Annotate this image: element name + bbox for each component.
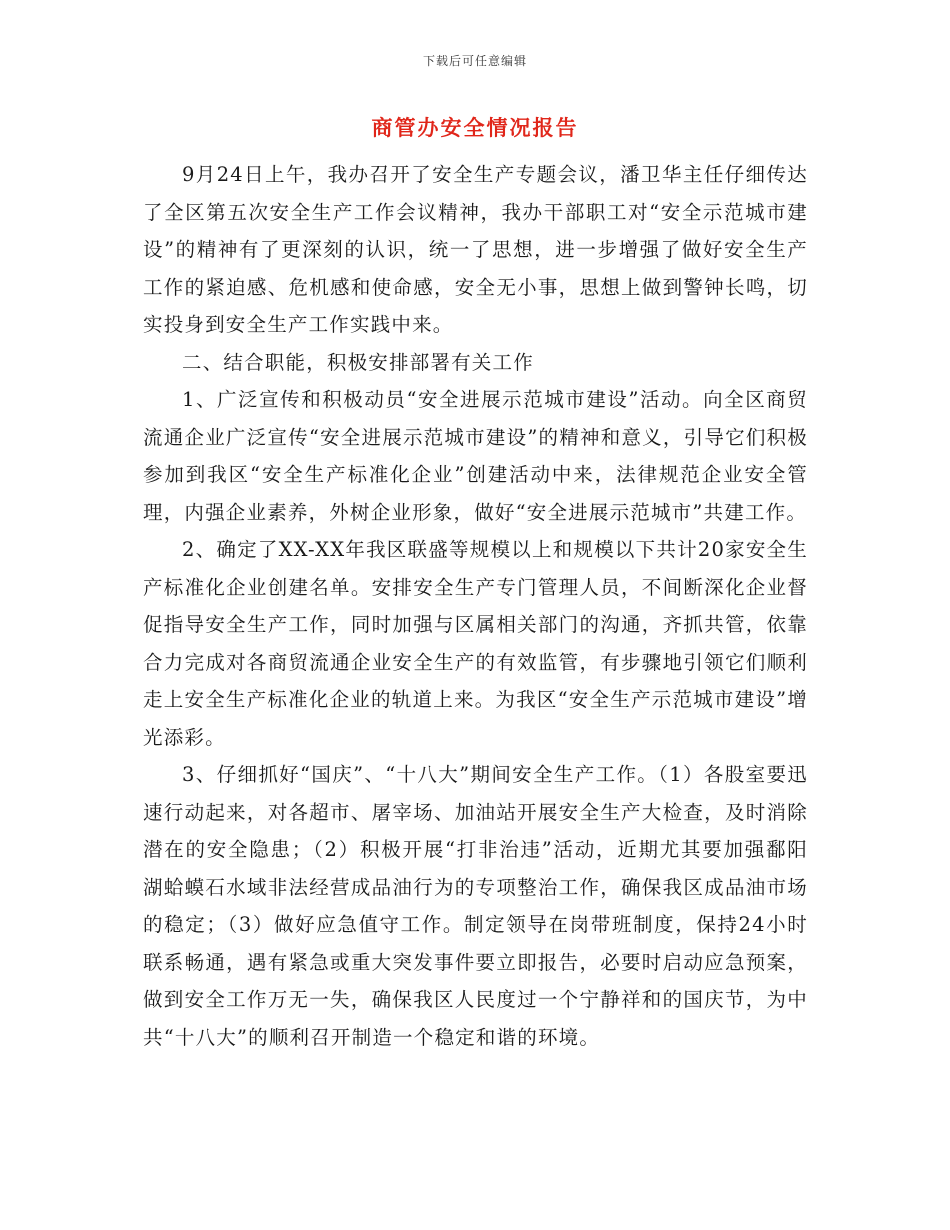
paragraph-item-2: 2、确定了XX-XX年我区联盛等规模以上和规模以下共计20家安全生产标准化企业创建名单。安排安全生产专门管理人员，不间断深化企业督促指导安全生产工作，同时加强与区属相关部门的沟通，齐抓共管，依靠合力完成对各商贸流通企业安全生产的有效监管，有步骤地引领它们顺利走上安全生产标准化企业的轨道上来。为我区“安全生产示范城市建设”增光添彩。 bbox=[143, 538, 808, 749]
section-heading-two: 二、结合职能，积极安排部署有关工作 bbox=[182, 350, 534, 374]
report-body bbox=[143, 156, 808, 1056]
paragraph-item-1: 1、广泛宣传和积极动员“安全进展示范城市建设”活动。向全区商贸流通企业广泛宣传“安全进展示范城市建设”的精神和意义，引导它们积极参加到我区“安全生产标准化企业”创建活动中来，法律规范企业安全管理，内强企业素养，外树企业形象，做好“安全进展示范城市”共建工作。 bbox=[143, 388, 808, 524]
paragraph-meeting: 9月24日上午，我办召开了安全生产专题会议，潘卫华主任仔细传达了全区第五次安全生产工作会议精神，我办干部职工对“安全示范城市建设”的精神有了更深刻的认识，统一了思想，进一步增强了做好安全生产工作的紧迫感、危机感和使命感，安全无小事，思想上做到警钟长鸣，切实投身到安全生产工作实践中来。 bbox=[143, 163, 808, 336]
report-title: 商管办安全情况报告 bbox=[371, 115, 579, 140]
header-note: 下载后可任意编辑 bbox=[422, 54, 527, 68]
paragraph-item-3: 3、仔细抓好“国庆”、“十八大”期间安全生产工作。（1）各股室要迅速行动起来，对各超市、屠宰场、加油站开展安全生产大检查，及时消除潜在的安全隐患；（2）积极开展“打非治违”活动，近期尤其要加强鄱阳湖蛤蟆石水域非法经营成品油行为的专项整治工作，确保我区成品油市场的稳定；（3）做好应急值守工作。制定领导在岗带班制度，保持24小时联系畅通，遇有紧急或重大突发事件要立即报告，必要时启动应急预案，做到安全工作万无一失，确保我区人民度过一个宁静祥和的国庆节，为中共“十八大”的顺利召开制造一个稳定和谐的环境。 bbox=[143, 763, 808, 1049]
